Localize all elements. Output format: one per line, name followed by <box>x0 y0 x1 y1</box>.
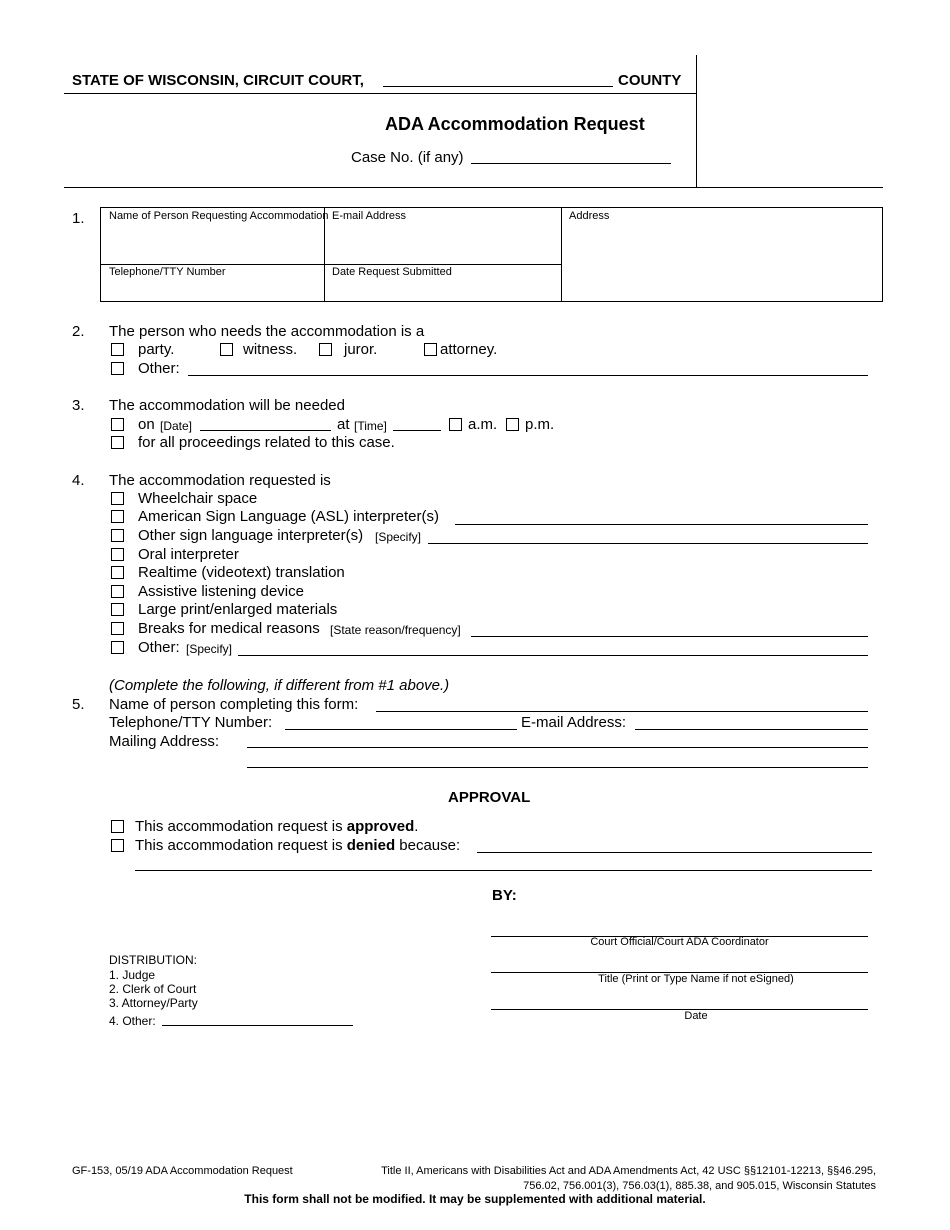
asl-field[interactable] <box>455 524 868 525</box>
approved-statement <box>135 818 418 836</box>
email-label: E-mail Address <box>332 210 406 222</box>
party-label: party. <box>138 341 175 358</box>
address-label: Address <box>569 210 610 222</box>
form-title: ADA Accommodation Request <box>385 114 645 134</box>
official-signature-caption: Court Official/Court ADA Coordinator <box>590 936 769 948</box>
pm-label: p.m. <box>525 416 555 433</box>
assistive-listening-label: Assistive listening device <box>138 583 304 600</box>
denial-reason-field-2[interactable] <box>135 870 872 871</box>
other-accommodation-hint: [Specify] <box>186 642 233 656</box>
asl-checkbox[interactable] <box>111 510 124 523</box>
other-accommodation-field[interactable] <box>238 655 868 656</box>
denied-suffix: because: <box>399 837 461 854</box>
other-sign-field[interactable] <box>428 543 868 544</box>
mailing-address-label: Mailing Address: <box>109 733 220 750</box>
medical-breaks-label: Breaks for medical reasons <box>138 620 320 637</box>
section-3-question: The accommodation will be needed <box>109 397 345 414</box>
other-role-label: Other: <box>138 360 180 377</box>
time-field[interactable] <box>393 430 441 431</box>
denied-checkbox[interactable] <box>111 839 124 852</box>
approved-prefix: This accommodation request is <box>135 818 343 835</box>
county-label: COUNTY <box>618 72 682 89</box>
approved-word: approved <box>346 818 415 835</box>
wheelchair-label: Wheelchair space <box>138 490 258 507</box>
approval-date-caption: Date <box>684 1010 708 1022</box>
section-4-question: The accommodation requested is <box>109 472 331 489</box>
distribution-item: 3. Attorney/Party <box>109 996 198 1010</box>
specific-date-checkbox[interactable] <box>111 418 124 431</box>
medical-breaks-hint: [State reason/frequency] <box>330 623 461 637</box>
distribution-heading: DISTRIBUTION: <box>109 953 198 967</box>
approved-checkbox[interactable] <box>111 820 124 833</box>
date-submitted-cell[interactable] <box>325 265 561 301</box>
case-no-field[interactable] <box>471 163 671 164</box>
denial-reason-field-1[interactable] <box>477 852 872 853</box>
title-caption: Title (Print or Type Name if not eSigned) <box>598 973 794 985</box>
email-cell[interactable] <box>325 208 561 264</box>
mailing-address-field-2[interactable] <box>247 767 868 768</box>
date-submitted-label: Date Request Submitted <box>332 266 452 278</box>
wheelchair-checkbox[interactable] <box>111 492 124 505</box>
all-proceedings-label: for all proceedings related to this case. <box>138 434 395 451</box>
denied-word: denied <box>346 837 396 854</box>
juror-checkbox[interactable] <box>319 343 332 356</box>
realtime-checkbox[interactable] <box>111 566 124 579</box>
assistive-listening-checkbox[interactable] <box>111 585 124 598</box>
at-label: at <box>337 416 350 433</box>
attorney-label: attorney. <box>440 341 498 358</box>
section-4-number: 4. <box>72 472 85 489</box>
large-print-label: Large print/enlarged materials <box>138 601 338 618</box>
other-role-checkbox[interactable] <box>111 362 124 375</box>
medical-breaks-checkbox[interactable] <box>111 622 124 635</box>
header-bottom-rule <box>64 187 883 188</box>
distribution-item: 2. Clerk of Court <box>109 982 197 996</box>
no-modification-notice: This form shall not be modified. It may be supplemented with additional material. <box>244 1192 706 1206</box>
header-divider <box>696 55 697 188</box>
approved-suffix: . <box>414 818 419 835</box>
completer-phone-label: Telephone/TTY Number: <box>109 714 273 731</box>
completer-phone-field[interactable] <box>285 729 517 730</box>
phone-label: Telephone/TTY Number <box>109 266 226 278</box>
section-3-number: 3. <box>72 397 85 414</box>
phone-cell[interactable] <box>101 265 324 301</box>
distribution-other-field[interactable] <box>162 1025 353 1026</box>
party-checkbox[interactable] <box>111 343 124 356</box>
by-label: BY: <box>492 887 517 904</box>
header-rule <box>64 93 696 94</box>
court-prefix: STATE OF WISCONSIN, CIRCUIT COURT, <box>72 72 364 89</box>
other-sign-label: Other sign language interpreter(s) <box>138 527 364 544</box>
am-label: a.m. <box>468 416 498 433</box>
other-accommodation-label: Other: <box>138 639 180 656</box>
asl-label: American Sign Language (ASL) interpreter(s) <box>138 508 439 525</box>
statutes-line-1: Title II, Americans with Disabilities Act and ADA Amendments Act, 42 USC §§12101-12213, §§46.295, <box>381 1165 876 1177</box>
realtime-label: Realtime (videotext) translation <box>138 564 345 581</box>
completer-name-field[interactable] <box>376 711 868 712</box>
section-5-number: 5. <box>72 696 85 713</box>
mailing-address-field-1[interactable] <box>247 747 868 748</box>
pm-checkbox[interactable] <box>506 418 519 431</box>
name-cell[interactable] <box>101 208 329 264</box>
large-print-checkbox[interactable] <box>111 603 124 616</box>
distribution-item: 1. Judge <box>109 968 156 982</box>
other-role-field[interactable] <box>188 375 868 376</box>
am-checkbox[interactable] <box>449 418 462 431</box>
denied-prefix: This accommodation request is <box>135 837 343 854</box>
other-sign-checkbox[interactable] <box>111 529 124 542</box>
section-2-number: 2. <box>72 323 85 340</box>
address-cell[interactable] <box>562 208 882 301</box>
date-hint: [Date] <box>160 419 193 433</box>
completer-name-label: Name of person completing this form: <box>109 696 359 713</box>
form-id: GF-153, 05/19 ADA Accommodation Request <box>72 1165 293 1177</box>
denied-statement <box>135 837 460 855</box>
oral-interpreter-checkbox[interactable] <box>111 548 124 561</box>
completer-email-label: E-mail Address: <box>521 714 627 731</box>
juror-label: juror. <box>344 341 378 358</box>
completer-email-field[interactable] <box>635 729 868 730</box>
approval-heading: APPROVAL <box>448 789 531 806</box>
other-sign-hint: [Specify] <box>375 530 422 544</box>
section-5-note: (Complete the following, if different from #1 above.) <box>109 677 450 694</box>
section-1-number: 1. <box>72 210 85 227</box>
name-label: Name of Person Requesting Accommodation <box>109 210 329 222</box>
medical-breaks-field[interactable] <box>471 636 868 637</box>
attorney-checkbox[interactable] <box>424 343 437 356</box>
other-accommodation-checkbox[interactable] <box>111 641 124 654</box>
all-proceedings-checkbox[interactable] <box>111 436 124 449</box>
date-field[interactable] <box>200 430 331 431</box>
case-no-label: Case No. (if any) <box>351 149 464 166</box>
oral-interpreter-label: Oral interpreter <box>138 546 239 563</box>
time-hint: [Time] <box>354 419 387 433</box>
witness-checkbox[interactable] <box>220 343 233 356</box>
on-label: on <box>138 416 155 433</box>
county-name-field[interactable] <box>383 86 613 87</box>
witness-label: witness. <box>243 341 298 358</box>
section-2-question: The person who needs the accommodation is a <box>109 323 425 340</box>
statutes-line-2: 756.02, 756.001(3), 756.03(1), 885.38, and 905.015, Wisconsin Statutes <box>523 1180 876 1192</box>
distribution-item: 4. Other: <box>109 1014 156 1028</box>
